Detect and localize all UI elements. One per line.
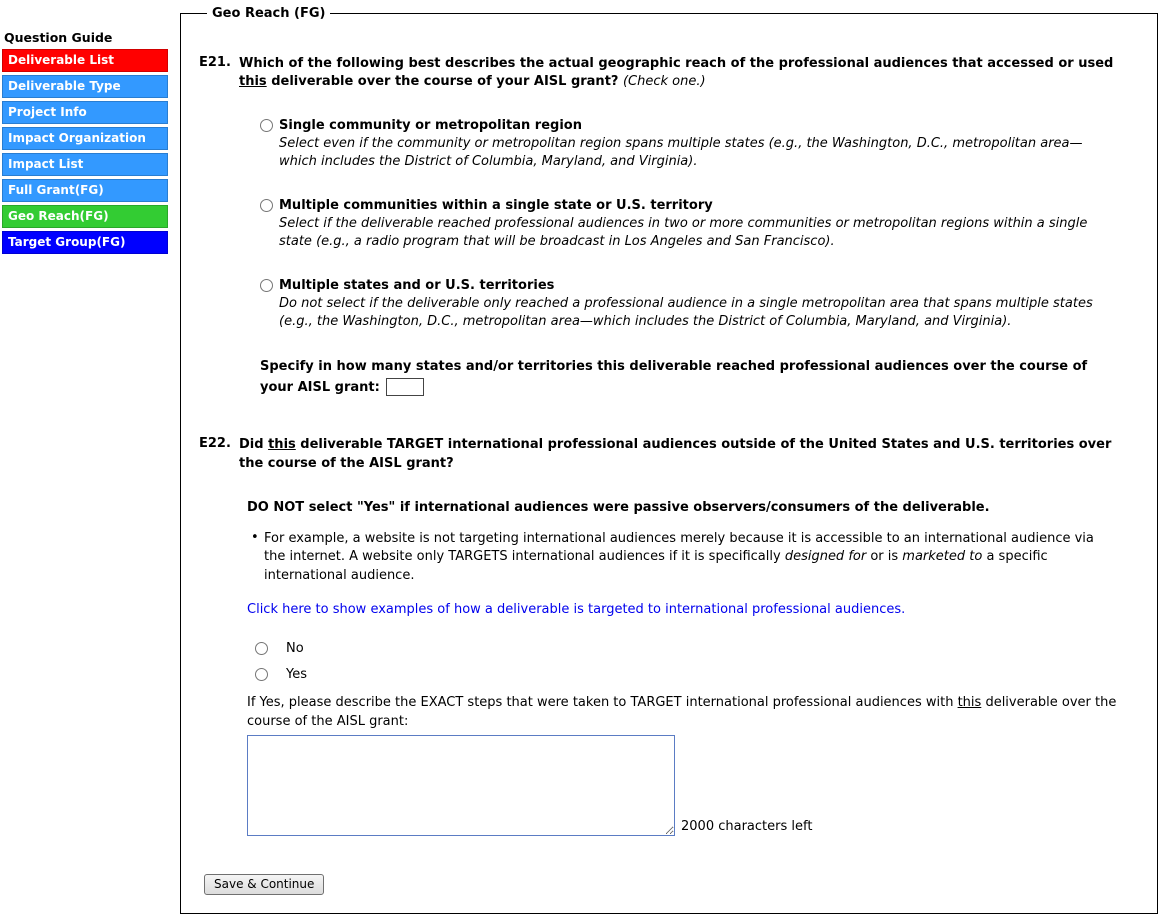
e22-bullet-text [264, 530, 1116, 585]
question-guide-sidebar [2, 28, 168, 257]
e21-option-multiple-communities-radio[interactable] [260, 199, 273, 212]
e22-question-pre: Did [239, 437, 269, 453]
e22-option-yes [255, 667, 1139, 682]
fieldset-legend: Geo Reach (FG) [212, 6, 326, 21]
e21-question-post: deliverable over the course of your AISL grant? [266, 74, 623, 90]
e21-option-multiple-states [260, 277, 1139, 331]
e21-specify-input[interactable] [386, 378, 424, 396]
e22-bullet-post: a specific international audience. [264, 549, 1048, 583]
e21-number: E21. [199, 55, 231, 70]
e22-body [247, 499, 1139, 836]
geo-reach-fieldset [180, 6, 1158, 914]
sidebar-item-deliverable-type[interactable]: Deliverable Type [2, 75, 168, 98]
e22-bullet-italic-1: designed for [784, 549, 867, 565]
e22-question-this: this [268, 437, 296, 453]
e21-option-multiple-communities-label: Multiple communities within a single state or U.S. territory [279, 198, 713, 214]
e22-option-yes-label: Yes [286, 667, 307, 683]
e21-option-single-community-radio[interactable] [260, 119, 273, 132]
characters-left-label: 2000 characters left [681, 818, 813, 834]
e21-options [260, 117, 1139, 330]
e21-option-multiple-states-desc: Do not select if the deliverable only reached a professional audience in a single metropolitan area that spans multiple states (e.g., the Washington, D.C., metropolitan area—which includes the District of Columbia, Maryland, and Virginia). [279, 295, 1093, 329]
question-e22 [199, 436, 1139, 836]
e21-specify-label: Specify in how many states and/or territories this deliverable reached professional audiences over the course of your AISL grant: [260, 358, 1088, 395]
e21-question-note: (Check one.) [622, 74, 706, 90]
e21-question-this: this [239, 74, 267, 90]
e21-option-single-community-label: Single community or metropolitan region [279, 118, 582, 134]
sidebar-item-impact-organization[interactable]: Impact Organization [2, 127, 168, 150]
e21-question-pre: Which of the following best describes the actual geographic reach of the professional audiences that accessed or used [239, 56, 1114, 71]
e21-option-single-community-desc: Select even if the community or metropolitan region spans multiple states (e.g., the Washington, D.C., metropolitan area—which includes the District of Columbia, Maryland, and Virginia). [279, 136, 1083, 170]
e22-describe-textarea[interactable] [247, 735, 675, 836]
e22-bullet-italic-2: marketed to [902, 549, 983, 565]
e22-ifyes-post: deliverable over the course of the AISL grant: [247, 695, 1117, 729]
sidebar-item-geo-reach-fg[interactable]: Geo Reach(FG) [2, 205, 168, 228]
e22-option-no [255, 641, 1139, 656]
e22-bullet-mid: or is [866, 549, 903, 565]
e21-option-multiple-communities [260, 197, 1139, 251]
sidebar-item-target-group-fg[interactable]: Target Group(FG) [2, 231, 168, 254]
sidebar-item-full-grant-fg[interactable]: Full Grant(FG) [2, 179, 168, 202]
e22-option-no-radio[interactable] [255, 642, 268, 655]
e21-specify [260, 357, 1105, 399]
sidebar-title: Question Guide [4, 30, 113, 45]
bullet-icon: • [251, 529, 259, 545]
e21-option-multiple-communities-desc: Select if the deliverable reached professional audiences in two or more communities or metropolitan regions within a single state (e.g., a radio program that will be broadcast in Los Angeles and San Francisco). [279, 216, 1088, 250]
question-e21 [199, 55, 1139, 398]
e22-bullet-item [251, 530, 1139, 585]
sidebar-item-deliverable-list[interactable]: Deliverable List [2, 49, 168, 72]
e22-warning: DO NOT select "Yes" if international audiences were passive observers/consumers of the deliverable. [247, 499, 990, 515]
e21-option-multiple-states-label: Multiple states and or U.S. territories [279, 278, 555, 293]
e22-ifyes-text [247, 694, 1125, 731]
e22-number: E22. [199, 436, 231, 452]
e21-option-multiple-states-radio[interactable] [260, 279, 273, 292]
show-examples-link[interactable]: Click here to show examples of how a deliverable is targeted to international professional audiences. [247, 602, 906, 618]
e22-question-post: deliverable TARGET international professional audiences outside of the United States and U.S. territories over the course of the AISL grant? [239, 437, 1112, 471]
save-continue-button[interactable]: Save & Continue [204, 874, 324, 895]
e21-option-single-community [260, 117, 1139, 171]
e22-ifyes-this: this [957, 695, 982, 711]
e22-yes-no-options [255, 641, 1139, 682]
e22-bullet-pre: For example, a website is not targeting international audiences merely because it is accessible to an international audience via the internet. A website only TARGETS international audiences if it is specifically [264, 530, 1094, 565]
sidebar-item-project-info[interactable]: Project Info [2, 101, 168, 124]
e21-question-text [239, 55, 1117, 91]
e22-option-no-label: No [286, 641, 304, 657]
e22-textarea-row [247, 735, 1139, 836]
sidebar-item-impact-list[interactable]: Impact List [2, 153, 168, 176]
e22-option-yes-radio[interactable] [255, 668, 268, 681]
e22-ifyes-pre: If Yes, please describe the EXACT steps that were taken to TARGET international professional audiences with [247, 695, 958, 711]
e22-question-text [239, 436, 1117, 472]
